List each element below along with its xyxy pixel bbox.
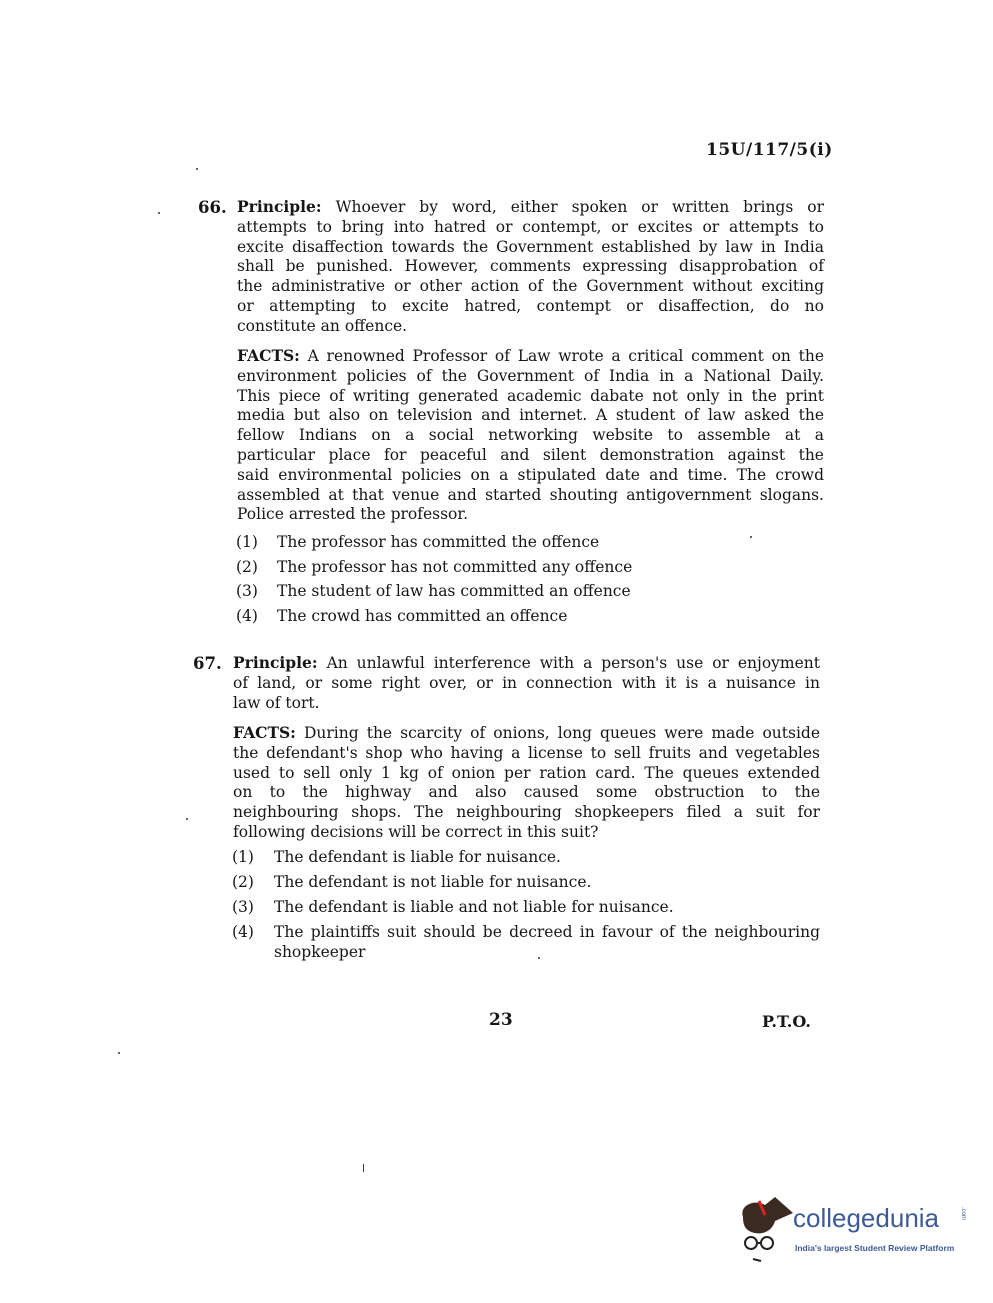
facts-text: neighbouring shops. The neighbouring shopkeepers filed a suit for — [233, 803, 820, 822]
logo-suffix: .com — [960, 1207, 966, 1221]
facts-text: This piece of writing generated academic dabate not only in the print — [237, 386, 824, 405]
facts-line — [233, 823, 599, 841]
facts-line — [233, 764, 820, 782]
option-text: The defendant is liable and not liable for nuisance. — [274, 898, 674, 916]
principle-line — [233, 654, 820, 672]
page-number: 23 — [489, 1010, 513, 1030]
facts-line — [237, 466, 824, 484]
facts-text: A renowned Professor of Law wrote a critical comment on the — [307, 347, 824, 365]
principle-text: of land, or some right over, or in connection with it is a nuisance in — [233, 673, 820, 692]
facts-text: on to the highway and also caused some obstruction to the — [233, 783, 820, 802]
principle-line — [237, 218, 824, 236]
collegedunia-logo — [735, 1195, 975, 1265]
principle-text: excite disaffection towards the Government established by law in India — [237, 237, 824, 256]
option-number: (2) — [232, 873, 254, 891]
option-number: (2) — [236, 557, 258, 576]
principle-line — [237, 238, 824, 256]
logo-wordmark: collegedunia — [793, 1203, 940, 1233]
mascot-icon — [735, 1195, 795, 1265]
facts-line — [237, 486, 824, 504]
facts-line — [233, 803, 820, 821]
principle-text: constitute an offence. — [237, 316, 408, 335]
option-number: (1) — [232, 848, 254, 866]
principle-label: Principle: — [233, 653, 318, 672]
principle-line — [237, 317, 407, 335]
principle-text: law of tort. — [233, 693, 320, 712]
principle-text: shall be punished. However, comments expressing disapprobation of — [237, 257, 824, 276]
principle-text: An unlawful interference with a person's use or enjoyment — [326, 654, 820, 672]
facts-label: FACTS: — [233, 723, 296, 742]
logo-tagline: India's largest Student Review Platform — [795, 1243, 955, 1253]
option-text: shopkeeper — [274, 942, 366, 961]
facts-line — [237, 387, 824, 405]
facts-text: media but also on television and internet. A student of law asked the — [237, 406, 824, 425]
option-number: (4) — [232, 923, 254, 941]
option-number: (3) — [236, 582, 258, 600]
facts-line — [237, 505, 468, 523]
facts-text: assembled at that venue and started shouting antigovernment slogans. — [237, 485, 824, 504]
option-text: The professor has committed the offence — [277, 533, 600, 551]
facts-text: fellow Indians on a social networking website to assemble at a — [237, 426, 824, 445]
pto-label: P.T.O. — [762, 1012, 811, 1031]
facts-line — [237, 347, 824, 365]
facts-line — [237, 426, 824, 444]
principle-line — [233, 694, 320, 712]
option-text: The crowd has committed an offence — [277, 606, 568, 625]
option-number: (3) — [232, 898, 254, 916]
facts-text: particular place for peaceful and silent demonstration against the — [237, 446, 824, 464]
option-text: The defendant is not liable for nuisance. — [274, 873, 592, 891]
principle-text: Whoever by word, either spoken or written brings or — [335, 198, 824, 216]
facts-line — [237, 446, 824, 464]
principle-text: attempts to bring into hatred or contempt, or excites or attempts to — [237, 217, 824, 236]
facts-line — [233, 744, 820, 762]
principle-line — [237, 198, 824, 216]
facts-text: following decisions will be correct in this suit? — [233, 823, 599, 841]
principle-label: Principle: — [237, 197, 322, 216]
facts-label: FACTS: — [237, 346, 300, 365]
option-text: The student of law has committed an offence — [277, 582, 631, 600]
question-number: 66. — [198, 198, 227, 217]
facts-text: said environmental policies on a stipulated date and time. The crowd — [237, 465, 824, 484]
facts-line — [237, 406, 824, 424]
option-text: The plaintiffs suit should be decreed in favour of the neighbouring — [274, 923, 820, 941]
principle-line — [237, 297, 824, 315]
facts-text: Police arrested the professor. — [237, 505, 469, 524]
principle-text: or attempting to excite hatred, contempt or disaffection, do no — [237, 297, 824, 315]
principle-line — [233, 674, 820, 692]
paper-code: 15U/117/5(i) — [706, 140, 833, 160]
facts-text: used to sell only 1 kg of onion per ration card. The queues extended — [233, 763, 820, 782]
option-number: (4) — [236, 606, 258, 625]
option-text: The defendant is liable for nuisance. — [274, 848, 561, 866]
facts-line — [233, 783, 820, 801]
option-number: (1) — [236, 533, 258, 551]
facts-text: the defendant's shop who having a license to sell fruits and vegetables — [233, 743, 820, 762]
facts-text: environment policies of the Government of India in a National Daily. — [237, 366, 824, 385]
facts-text: During the scarcity of onions, long queues were made outside — [303, 724, 820, 742]
principle-text: the administrative or other action of the Government without exciting — [237, 277, 824, 296]
principle-line — [237, 257, 824, 275]
principle-line — [237, 277, 824, 295]
facts-line — [233, 724, 820, 742]
question-number: 67. — [193, 654, 222, 673]
option-text: The professor has not committed any offence — [277, 557, 633, 576]
facts-line — [237, 367, 824, 385]
